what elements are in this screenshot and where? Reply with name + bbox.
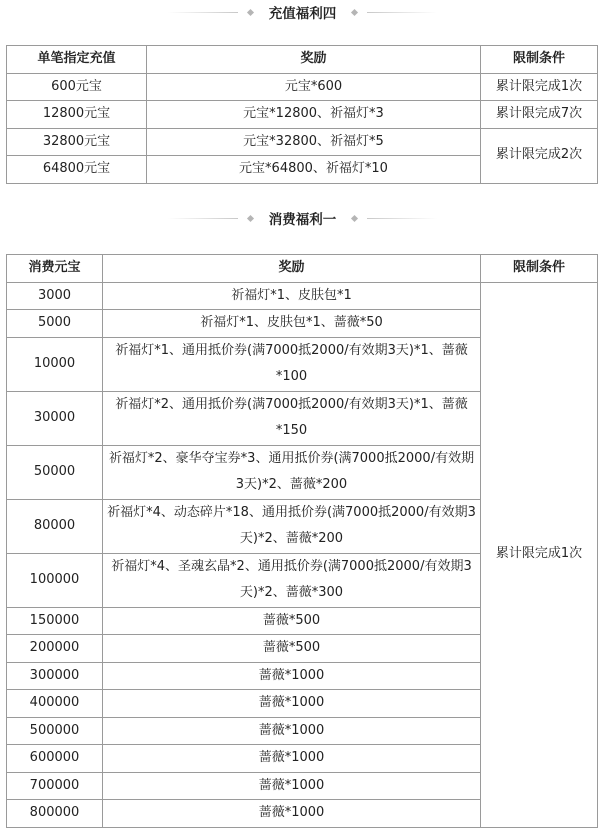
amount-cell: 600元宝 xyxy=(7,73,147,101)
amount-cell: 32800元宝 xyxy=(7,128,147,156)
amount-cell: 200000 xyxy=(7,635,103,663)
reward-cell: 蔷薇*1000 xyxy=(103,800,481,828)
reward-cell: 祈福灯*2、豪华夺宝券*3、通用抵价券(满7000抵2000/有效期3天)*2、蔷薇*200 xyxy=(103,445,481,499)
amount-cell: 64800元宝 xyxy=(7,156,147,184)
reward-cell: 祈福灯*1、皮肤包*1、蔷薇*50 xyxy=(103,310,481,338)
reward-cell: 蔷薇*500 xyxy=(103,607,481,635)
amount-cell: 300000 xyxy=(7,662,103,690)
amount-cell: 3000 xyxy=(7,282,103,310)
reward-cell: 蔷薇*500 xyxy=(103,635,481,663)
table-row xyxy=(7,101,598,129)
column-header: 单笔指定充值 xyxy=(7,46,147,74)
reward-cell: 元宝*600 xyxy=(147,73,481,101)
reward-cell: 元宝*32800、祈福灯*5 xyxy=(147,128,481,156)
section-heading-consume xyxy=(0,206,605,230)
reward-cell: 元宝*12800、祈福灯*3 xyxy=(147,101,481,129)
table-row xyxy=(7,128,598,156)
amount-cell: 500000 xyxy=(7,717,103,745)
amount-cell: 5000 xyxy=(7,310,103,338)
amount-cell: 150000 xyxy=(7,607,103,635)
table-header-row xyxy=(7,46,598,74)
reward-cell: 蔷薇*1000 xyxy=(103,717,481,745)
reward-cell: 蔷薇*1000 xyxy=(103,772,481,800)
amount-cell: 80000 xyxy=(7,499,103,553)
reward-cell: 蔷薇*1000 xyxy=(103,745,481,773)
diamond-icon xyxy=(247,8,254,15)
reward-cell: 祈福灯*1、皮肤包*1 xyxy=(103,282,481,310)
amount-cell: 600000 xyxy=(7,745,103,773)
limit-cell: 累计限完成2次 xyxy=(481,128,598,183)
limit-cell: 累计限完成1次 xyxy=(481,282,598,827)
heading-divider-right xyxy=(367,218,437,219)
reward-cell: 蔷薇*1000 xyxy=(103,690,481,718)
reward-cell: 祈福灯*4、圣魂玄晶*2、通用抵价券(满7000抵2000/有效期3天)*2、蔷薇*300 xyxy=(103,553,481,607)
reward-cell: 祈福灯*1、通用抵价券(满7000抵2000/有效期3天)*1、蔷薇*100 xyxy=(103,337,481,391)
amount-cell: 12800元宝 xyxy=(7,101,147,129)
table-header-row xyxy=(7,255,598,283)
amount-cell: 30000 xyxy=(7,391,103,445)
reward-cell: 祈福灯*2、通用抵价券(满7000抵2000/有效期3天)*1、蔷薇*150 xyxy=(103,391,481,445)
heading-divider-right xyxy=(367,12,437,13)
column-header: 奖励 xyxy=(147,46,481,74)
diamond-icon xyxy=(351,8,358,15)
table-row xyxy=(7,282,598,310)
column-header: 限制条件 xyxy=(481,46,598,74)
limit-cell: 累计限完成7次 xyxy=(481,101,598,129)
reward-cell: 元宝*64800、祈福灯*10 xyxy=(147,156,481,184)
amount-cell: 800000 xyxy=(7,800,103,828)
recharge-reward-table xyxy=(6,45,598,184)
amount-cell: 400000 xyxy=(7,690,103,718)
diamond-icon xyxy=(247,214,254,221)
amount-cell: 10000 xyxy=(7,337,103,391)
heading-divider-left xyxy=(168,12,238,13)
limit-cell: 累计限完成1次 xyxy=(481,73,598,101)
section-heading-recharge xyxy=(0,0,605,24)
column-header: 消费元宝 xyxy=(7,255,103,283)
table-row xyxy=(7,73,598,101)
heading-divider-left xyxy=(168,218,238,219)
section-title: 消费福利一 xyxy=(268,212,337,228)
reward-cell: 蔷薇*1000 xyxy=(103,662,481,690)
diamond-icon xyxy=(351,214,358,221)
amount-cell: 100000 xyxy=(7,553,103,607)
amount-cell: 50000 xyxy=(7,445,103,499)
amount-cell: 700000 xyxy=(7,772,103,800)
reward-cell: 祈福灯*4、动态碎片*18、通用抵价券(满7000抵2000/有效期3天)*2、蔷薇*200 xyxy=(103,499,481,553)
section-title: 充值福利四 xyxy=(268,6,337,22)
column-header: 奖励 xyxy=(103,255,481,283)
column-header: 限制条件 xyxy=(481,255,598,283)
consume-reward-table xyxy=(6,254,598,828)
